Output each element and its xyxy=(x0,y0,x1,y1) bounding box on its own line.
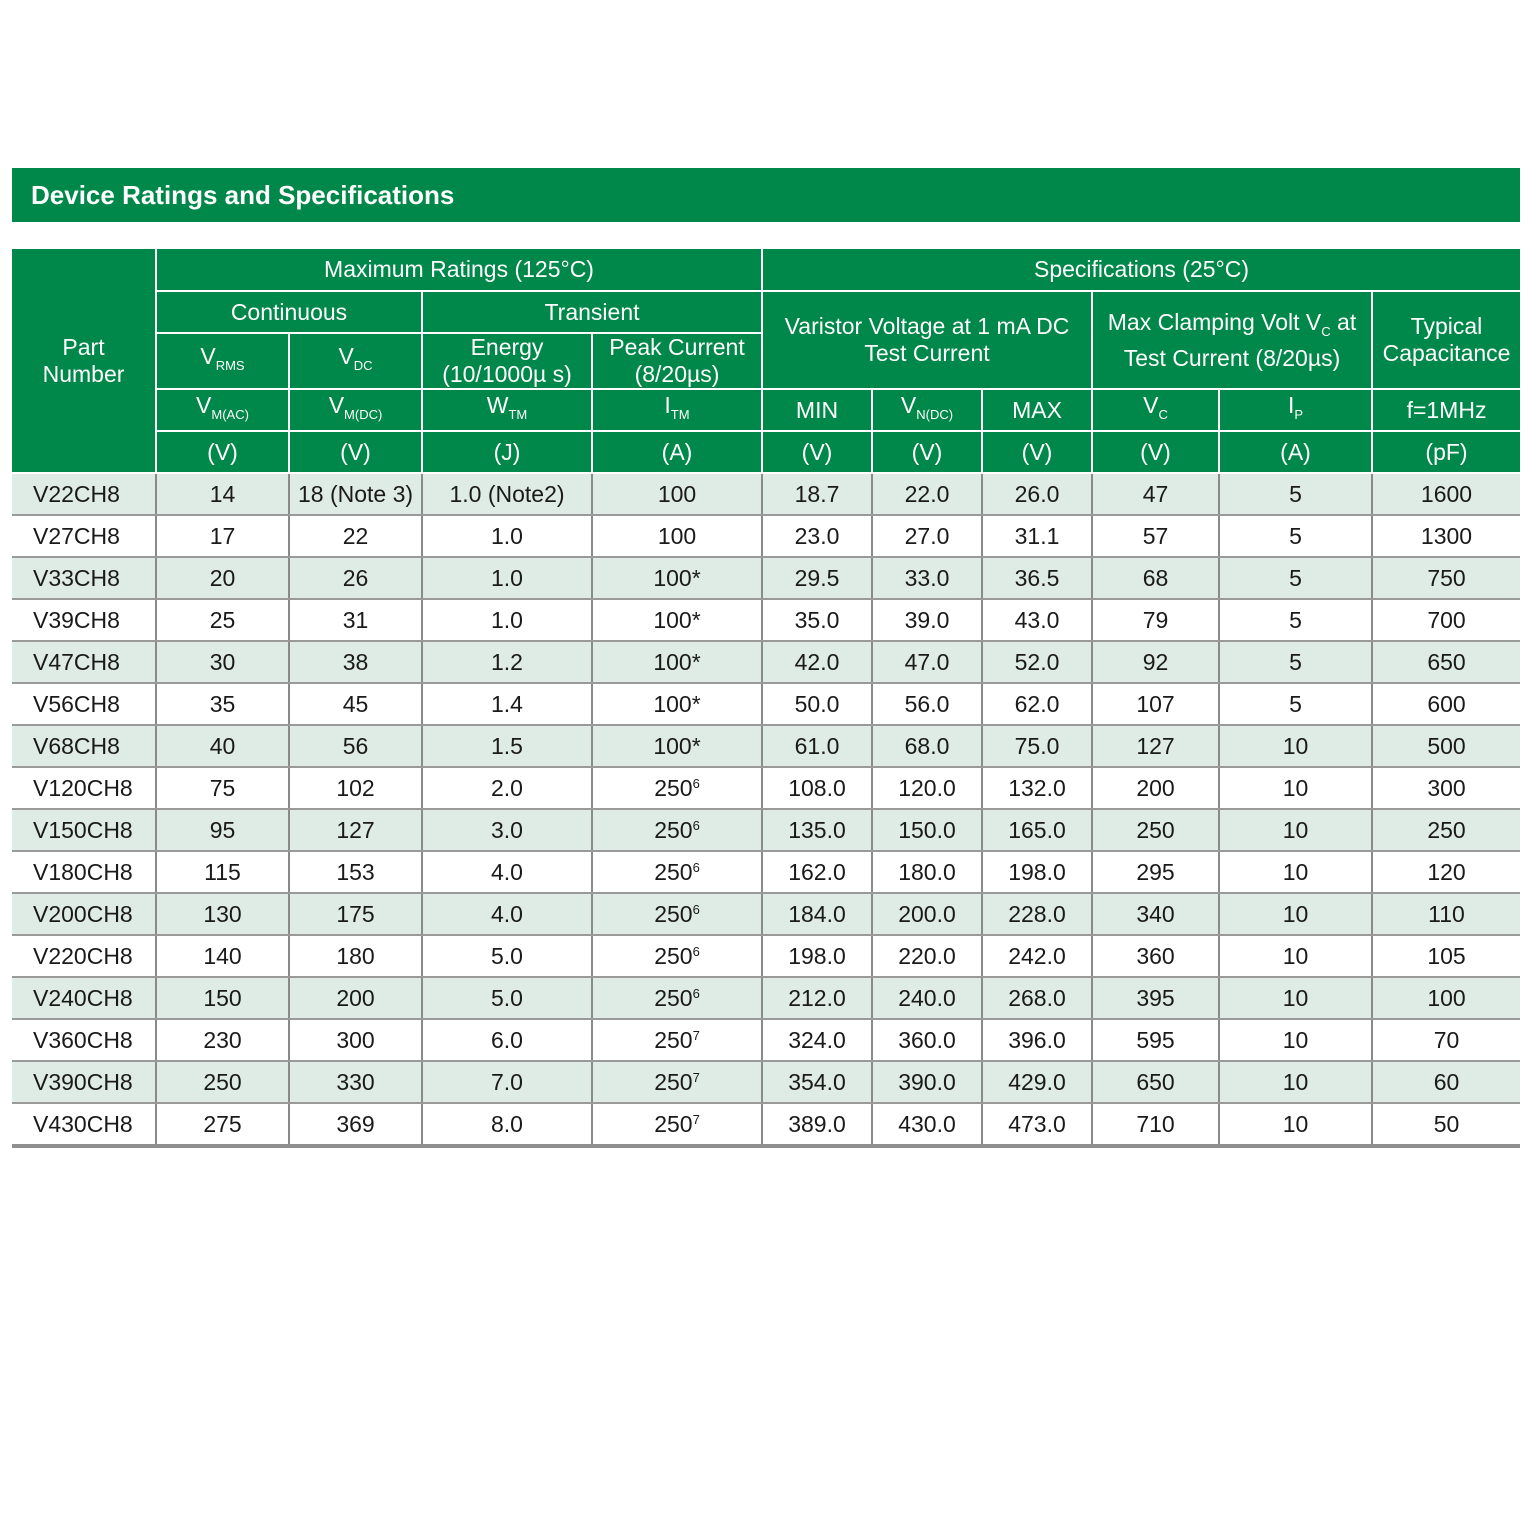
unit-header: (V) xyxy=(1092,431,1219,473)
clamping-voltage-cell: 595 xyxy=(1092,1019,1219,1061)
capacitance-cell: 60 xyxy=(1372,1061,1520,1103)
peak-current-cell xyxy=(592,809,762,851)
voltage-min-cell: 198.0 xyxy=(762,935,872,977)
vm-dc-cell: 300 xyxy=(289,1019,422,1061)
vm-ac-cell: 95 xyxy=(156,809,289,851)
vm-ac-cell: 230 xyxy=(156,1019,289,1061)
transient-header: Transient xyxy=(422,291,762,333)
footnote-marker: 6 xyxy=(692,817,700,833)
voltage-max-cell: 62.0 xyxy=(982,683,1092,725)
voltage-max-cell: 165.0 xyxy=(982,809,1092,851)
capacitance-cell: 120 xyxy=(1372,851,1520,893)
test-current-cell: 5 xyxy=(1219,515,1372,557)
part-number-cell: V180CH8 xyxy=(12,851,156,893)
clamping-voltage-cell: 340 xyxy=(1092,893,1219,935)
energy-cell: 1.4 xyxy=(422,683,592,725)
voltage-nominal-cell: 390.0 xyxy=(872,1061,982,1103)
voltage-min-cell: 354.0 xyxy=(762,1061,872,1103)
voltage-min-cell: 50.0 xyxy=(762,683,872,725)
capacitance-cell: 70 xyxy=(1372,1019,1520,1061)
clamping-voltage-cell: 250 xyxy=(1092,809,1219,851)
energy-cell: 1.0 xyxy=(422,599,592,641)
vm-dc-cell: 175 xyxy=(289,893,422,935)
table-row xyxy=(12,683,1520,725)
vm-ac-cell: 250 xyxy=(156,1061,289,1103)
vm-ac-cell: 25 xyxy=(156,599,289,641)
voltage-nominal-cell: 180.0 xyxy=(872,851,982,893)
peak-current-cell xyxy=(592,473,762,515)
voltage-min-cell: 42.0 xyxy=(762,641,872,683)
energy-cell: 1.0 (Note2) xyxy=(422,473,592,515)
voltage-min-cell: 35.0 xyxy=(762,599,872,641)
peak-current-value: 250 xyxy=(654,774,693,801)
vm-dc-cell: 102 xyxy=(289,767,422,809)
voltage-max-cell: 228.0 xyxy=(982,893,1092,935)
vm-ac-cell: 140 xyxy=(156,935,289,977)
peak-current-cell xyxy=(592,1103,762,1146)
test-current-cell: 10 xyxy=(1219,809,1372,851)
table-row xyxy=(12,1103,1520,1146)
unit-header: (V) xyxy=(982,431,1092,473)
voltage-nominal-cell: 200.0 xyxy=(872,893,982,935)
peak-current-value: 100* xyxy=(653,648,701,675)
footnote-marker: 6 xyxy=(692,985,700,1001)
capacitance-cell: 500 xyxy=(1372,725,1520,767)
vc-header: $V_C$ xyxy=(1092,389,1219,431)
part-number-header: Part Number xyxy=(12,249,156,473)
part-number-cell: V430CH8 xyxy=(12,1103,156,1146)
part-number-cell: V240CH8 xyxy=(12,977,156,1019)
energy-cell: 6.0 xyxy=(422,1019,592,1061)
vm-dc-cell: 18 (Note 3) xyxy=(289,473,422,515)
voltage-max-cell: 429.0 xyxy=(982,1061,1092,1103)
table-row xyxy=(12,1019,1520,1061)
clamping-voltage-cell: 68 xyxy=(1092,557,1219,599)
peak-current-cell xyxy=(592,851,762,893)
unit-header: (A) xyxy=(1219,431,1372,473)
vmac-header: $V_{M(AC)}$ xyxy=(156,389,289,431)
peak-current-cell xyxy=(592,515,762,557)
peak-current-value: 250 xyxy=(654,1110,693,1137)
unit-header: (V) xyxy=(762,431,872,473)
unit-header: (V) xyxy=(289,431,422,473)
voltage-max-cell: 43.0 xyxy=(982,599,1092,641)
footnote-marker: 6 xyxy=(692,943,700,959)
vmdc-header: $V_{M(DC)}$ xyxy=(289,389,422,431)
footnote-marker: 7 xyxy=(692,1027,700,1043)
test-current-cell: 10 xyxy=(1219,767,1372,809)
energy-cell: 4.0 xyxy=(422,893,592,935)
voltage-min-cell: 108.0 xyxy=(762,767,872,809)
peak-current-value: 100* xyxy=(653,732,701,759)
clamping-voltage-cell: 295 xyxy=(1092,851,1219,893)
test-current-cell: 5 xyxy=(1219,683,1372,725)
capacitance-cell: 50 xyxy=(1372,1103,1520,1146)
min-header: MIN xyxy=(762,389,872,431)
capacitance-cell: 100 xyxy=(1372,977,1520,1019)
clamping-voltage-cell: 79 xyxy=(1092,599,1219,641)
continuous-header: Continuous xyxy=(156,291,422,333)
voltage-nominal-cell: 430.0 xyxy=(872,1103,982,1146)
footnote-marker: 6 xyxy=(692,901,700,917)
vm-ac-cell: 40 xyxy=(156,725,289,767)
part-number-cell: V56CH8 xyxy=(12,683,156,725)
vm-dc-cell: 38 xyxy=(289,641,422,683)
voltage-nominal-cell: 47.0 xyxy=(872,641,982,683)
part-number-cell: V390CH8 xyxy=(12,1061,156,1103)
unit-header: (A) xyxy=(592,431,762,473)
capacitance-cell: 105 xyxy=(1372,935,1520,977)
capacitance-cell: 700 xyxy=(1372,599,1520,641)
vm-ac-cell: 35 xyxy=(156,683,289,725)
part-number-cell: V200CH8 xyxy=(12,893,156,935)
peak-current-value: 250 xyxy=(654,1068,693,1095)
peak-current-cell xyxy=(592,1061,762,1103)
table-row xyxy=(12,1061,1520,1103)
peak-current-value: 250 xyxy=(654,942,693,969)
vm-ac-cell: 30 xyxy=(156,641,289,683)
voltage-min-cell: 23.0 xyxy=(762,515,872,557)
table-row xyxy=(12,473,1520,515)
peak-current-header: Peak Current (8/20µs) xyxy=(592,333,762,389)
voltage-max-cell: 198.0 xyxy=(982,851,1092,893)
test-current-cell: 10 xyxy=(1219,1061,1372,1103)
clamping-voltage-cell: 710 xyxy=(1092,1103,1219,1146)
peak-current-cell xyxy=(592,1019,762,1061)
max-ratings-header: Maximum Ratings (125°C) xyxy=(156,249,762,291)
voltage-max-cell: 242.0 xyxy=(982,935,1092,977)
itm-header: $I_{TM}$ xyxy=(592,389,762,431)
vm-dc-cell: 26 xyxy=(289,557,422,599)
capacitance-cell: 1600 xyxy=(1372,473,1520,515)
part-number-cell: V360CH8 xyxy=(12,1019,156,1061)
peak-current-cell xyxy=(592,557,762,599)
voltage-min-cell: 29.5 xyxy=(762,557,872,599)
peak-current-value: 250 xyxy=(654,816,693,843)
part-number-cell: V220CH8 xyxy=(12,935,156,977)
test-current-cell: 10 xyxy=(1219,935,1372,977)
peak-current-cell xyxy=(592,893,762,935)
voltage-min-cell: 61.0 xyxy=(762,725,872,767)
clamping-voltage-cell: 107 xyxy=(1092,683,1219,725)
energy-cell: 1.5 xyxy=(422,725,592,767)
voltage-min-cell: 212.0 xyxy=(762,977,872,1019)
energy-cell: 5.0 xyxy=(422,935,592,977)
voltage-nominal-cell: 68.0 xyxy=(872,725,982,767)
part-number-cell: V68CH8 xyxy=(12,725,156,767)
voltage-nominal-cell: 56.0 xyxy=(872,683,982,725)
peak-current-value: 250 xyxy=(654,1026,693,1053)
clamping-voltage-cell: 200 xyxy=(1092,767,1219,809)
vm-dc-cell: 22 xyxy=(289,515,422,557)
voltage-max-cell: 268.0 xyxy=(982,977,1092,1019)
capacitance-header: Typical Capacitance xyxy=(1372,291,1520,389)
vdc-header: $V_{DC}$ xyxy=(289,333,422,389)
table-row xyxy=(12,599,1520,641)
peak-current-cell xyxy=(592,767,762,809)
voltage-min-cell: 389.0 xyxy=(762,1103,872,1146)
vm-ac-cell: 115 xyxy=(156,851,289,893)
peak-current-cell xyxy=(592,599,762,641)
energy-cell: 3.0 xyxy=(422,809,592,851)
vm-dc-cell: 45 xyxy=(289,683,422,725)
test-current-cell: 5 xyxy=(1219,641,1372,683)
varistor-voltage-header: Varistor Voltage at 1 mA DC Test Current xyxy=(762,291,1092,389)
peak-current-cell xyxy=(592,977,762,1019)
vm-ac-cell: 150 xyxy=(156,977,289,1019)
clamping-voltage-cell: 127 xyxy=(1092,725,1219,767)
wtm-header: $W_{TM}$ xyxy=(422,389,592,431)
voltage-max-cell: 396.0 xyxy=(982,1019,1092,1061)
test-current-cell: 10 xyxy=(1219,1103,1372,1146)
voltage-max-cell: 31.1 xyxy=(982,515,1092,557)
table-row xyxy=(12,641,1520,683)
energy-cell: 8.0 xyxy=(422,1103,592,1146)
voltage-nominal-cell: 150.0 xyxy=(872,809,982,851)
voltage-nominal-cell: 39.0 xyxy=(872,599,982,641)
part-number-cell: V120CH8 xyxy=(12,767,156,809)
max-header: MAX xyxy=(982,389,1092,431)
peak-current-cell xyxy=(592,935,762,977)
table-row xyxy=(12,851,1520,893)
vm-ac-cell: 130 xyxy=(156,893,289,935)
energy-cell: 1.0 xyxy=(422,515,592,557)
test-current-cell: 5 xyxy=(1219,473,1372,515)
peak-current-value: 100 xyxy=(657,480,697,507)
test-current-cell: 10 xyxy=(1219,851,1372,893)
device-ratings-table xyxy=(12,249,1520,1148)
table-row xyxy=(12,809,1520,851)
table-row xyxy=(12,515,1520,557)
peak-current-value: 250 xyxy=(654,984,693,1011)
voltage-max-cell: 473.0 xyxy=(982,1103,1092,1146)
voltage-min-cell: 18.7 xyxy=(762,473,872,515)
test-current-cell: 5 xyxy=(1219,557,1372,599)
energy-cell: 4.0 xyxy=(422,851,592,893)
part-number-cell: V33CH8 xyxy=(12,557,156,599)
part-number-cell: V22CH8 xyxy=(12,473,156,515)
voltage-min-cell: 184.0 xyxy=(762,893,872,935)
voltage-max-cell: 132.0 xyxy=(982,767,1092,809)
voltage-nominal-cell: 240.0 xyxy=(872,977,982,1019)
footnote-marker: 6 xyxy=(692,775,700,791)
test-current-cell: 10 xyxy=(1219,1019,1372,1061)
table-row xyxy=(12,767,1520,809)
vm-dc-cell: 153 xyxy=(289,851,422,893)
vndc-header: $V_{N(DC)}$ xyxy=(872,389,982,431)
capacitance-cell: 1300 xyxy=(1372,515,1520,557)
voltage-nominal-cell: 33.0 xyxy=(872,557,982,599)
table-row xyxy=(12,893,1520,935)
voltage-nominal-cell: 120.0 xyxy=(872,767,982,809)
capacitance-cell: 750 xyxy=(1372,557,1520,599)
table-row xyxy=(12,935,1520,977)
capacitance-cell: 600 xyxy=(1372,683,1520,725)
peak-current-value: 100* xyxy=(653,690,701,717)
capacitance-cell: 250 xyxy=(1372,809,1520,851)
unit-header: (pF) xyxy=(1372,431,1520,473)
unit-header: (V) xyxy=(156,431,289,473)
table-row xyxy=(12,557,1520,599)
part-number-cell: V39CH8 xyxy=(12,599,156,641)
table-row xyxy=(12,977,1520,1019)
test-current-cell: 5 xyxy=(1219,599,1372,641)
voltage-min-cell: 135.0 xyxy=(762,809,872,851)
clamping-voltage-cell: 650 xyxy=(1092,1061,1219,1103)
part-number-cell: V27CH8 xyxy=(12,515,156,557)
section-title: Device Ratings and Specifications xyxy=(12,168,1520,222)
ip-header: $I_P$ xyxy=(1219,389,1372,431)
energy-cell: 2.0 xyxy=(422,767,592,809)
peak-current-value: 100* xyxy=(653,606,701,633)
voltage-nominal-cell: 220.0 xyxy=(872,935,982,977)
part-number-cell: V150CH8 xyxy=(12,809,156,851)
test-current-cell: 10 xyxy=(1219,893,1372,935)
voltage-nominal-cell: 360.0 xyxy=(872,1019,982,1061)
vm-ac-cell: 75 xyxy=(156,767,289,809)
voltage-max-cell: 75.0 xyxy=(982,725,1092,767)
voltage-max-cell: 26.0 xyxy=(982,473,1092,515)
vm-dc-cell: 31 xyxy=(289,599,422,641)
frequency-header: f=1MHz xyxy=(1372,389,1520,431)
clamping-voltage-cell: 395 xyxy=(1092,977,1219,1019)
capacitance-cell: 110 xyxy=(1372,893,1520,935)
clamping-voltage-cell: 360 xyxy=(1092,935,1219,977)
clamping-voltage-cell: 57 xyxy=(1092,515,1219,557)
test-current-cell: 10 xyxy=(1219,977,1372,1019)
energy-cell: 5.0 xyxy=(422,977,592,1019)
voltage-min-cell: 162.0 xyxy=(762,851,872,893)
voltage-max-cell: 36.5 xyxy=(982,557,1092,599)
table-row xyxy=(12,725,1520,767)
unit-header: (J) xyxy=(422,431,592,473)
test-current-cell: 10 xyxy=(1219,725,1372,767)
energy-cell: 1.0 xyxy=(422,557,592,599)
energy-cell: 1.2 xyxy=(422,641,592,683)
footnote-marker: 6 xyxy=(692,859,700,875)
voltage-nominal-cell: 27.0 xyxy=(872,515,982,557)
peak-current-value: 100 xyxy=(657,522,697,549)
voltage-max-cell: 52.0 xyxy=(982,641,1092,683)
vm-dc-cell: 330 xyxy=(289,1061,422,1103)
capacitance-cell: 300 xyxy=(1372,767,1520,809)
footnote-marker: 7 xyxy=(692,1111,700,1127)
peak-current-cell xyxy=(592,683,762,725)
footnote-marker: 7 xyxy=(692,1069,700,1085)
unit-header: (V) xyxy=(872,431,982,473)
vm-ac-cell: 14 xyxy=(156,473,289,515)
clamping-voltage-cell: 47 xyxy=(1092,473,1219,515)
voltage-nominal-cell: 22.0 xyxy=(872,473,982,515)
vm-ac-cell: 275 xyxy=(156,1103,289,1146)
energy-header: Energy (10/1000µ s) xyxy=(422,333,592,389)
peak-current-cell xyxy=(592,641,762,683)
clamping-voltage-header: Max Clamping Volt $V_C$ at Test Current (8/20µs) xyxy=(1092,291,1372,389)
vm-dc-cell: 56 xyxy=(289,725,422,767)
part-number-cell: V47CH8 xyxy=(12,641,156,683)
vm-ac-cell: 17 xyxy=(156,515,289,557)
vm-dc-cell: 127 xyxy=(289,809,422,851)
vm-dc-cell: 369 xyxy=(289,1103,422,1146)
specifications-header: Specifications (25°C) xyxy=(762,249,1520,291)
peak-current-value: 250 xyxy=(654,900,693,927)
peak-current-value: 100* xyxy=(653,564,701,591)
vrms-header: $V_{RMS}$ xyxy=(156,333,289,389)
clamping-voltage-cell: 92 xyxy=(1092,641,1219,683)
energy-cell: 7.0 xyxy=(422,1061,592,1103)
voltage-min-cell: 324.0 xyxy=(762,1019,872,1061)
capacitance-cell: 650 xyxy=(1372,641,1520,683)
vm-ac-cell: 20 xyxy=(156,557,289,599)
table-body xyxy=(12,473,1520,1146)
vm-dc-cell: 180 xyxy=(289,935,422,977)
vm-dc-cell: 200 xyxy=(289,977,422,1019)
peak-current-value: 250 xyxy=(654,858,693,885)
peak-current-cell xyxy=(592,725,762,767)
